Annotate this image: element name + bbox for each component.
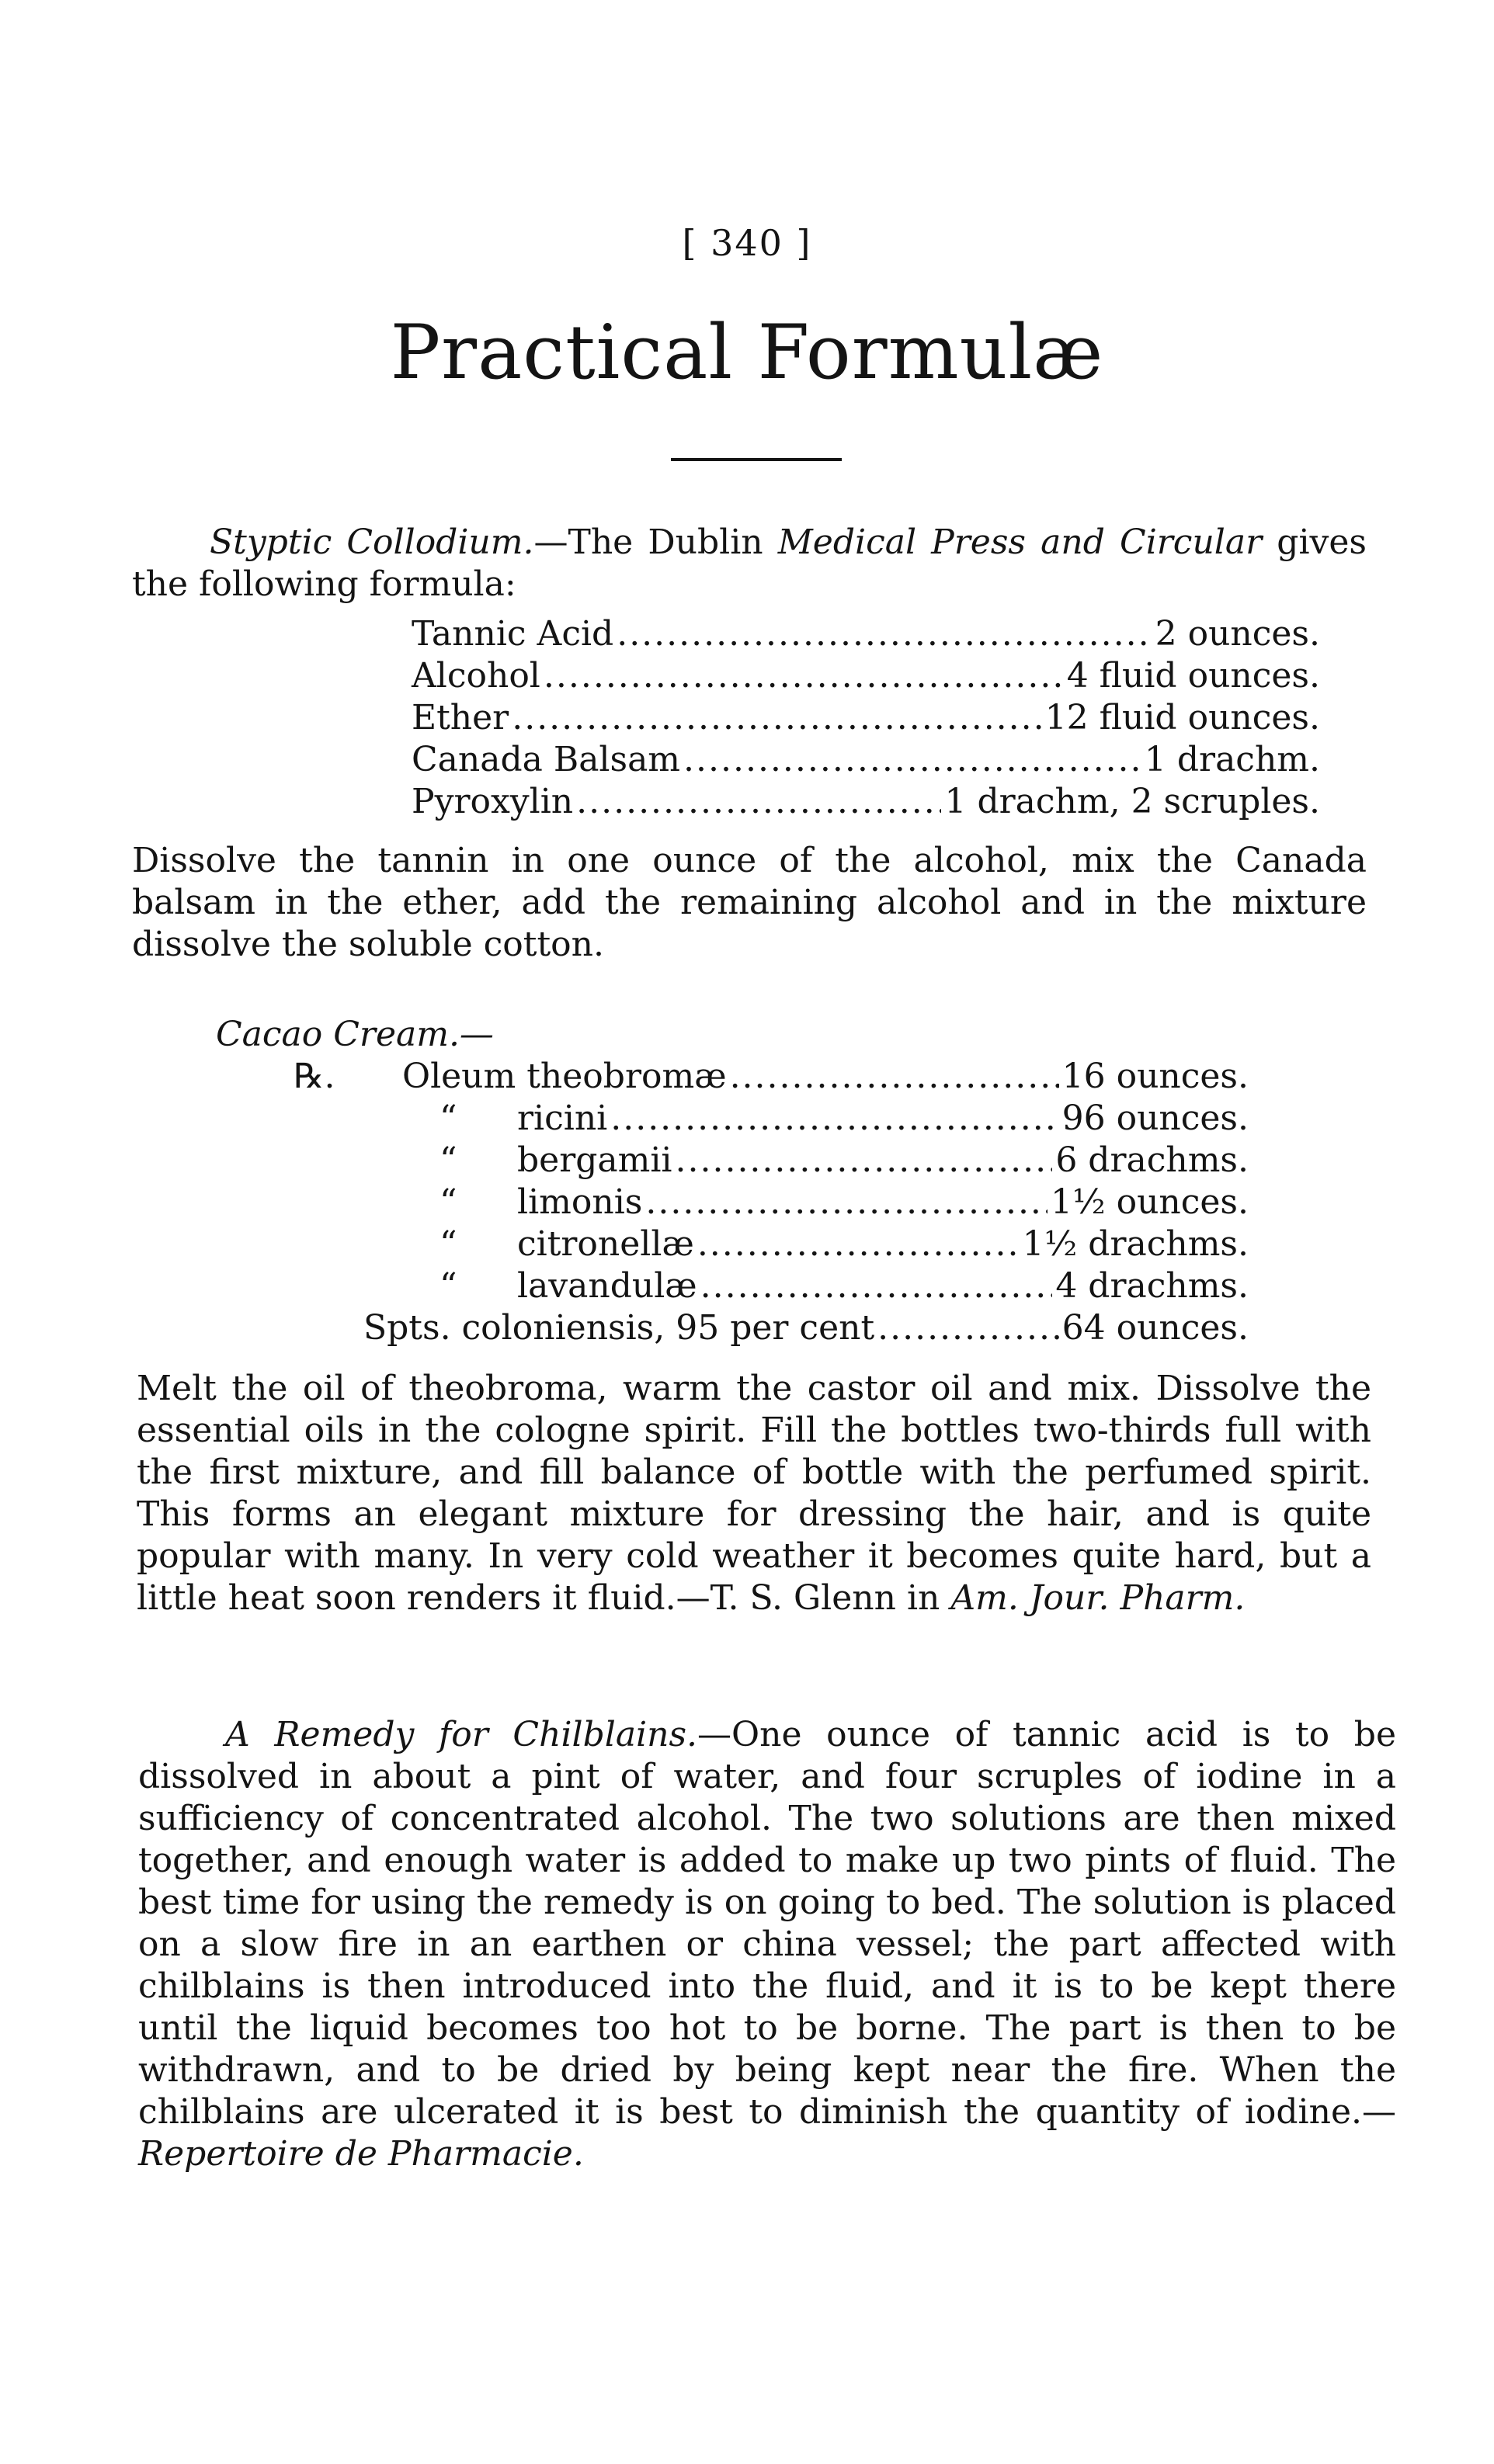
leader-dots [683, 739, 1141, 781]
leader-dots [730, 1056, 1059, 1098]
page-title: Practical Formulæ [390, 309, 1104, 396]
page-number: [ 340 ] [682, 222, 812, 264]
ingredient-quantity: 1 drachm, 2 scruples. [944, 782, 1320, 821]
leader-dots [512, 697, 1041, 739]
ingredient-name: ricini [517, 1098, 608, 1138]
formula-row [294, 1140, 1249, 1182]
styptic-intro-after: gives the following formula: [132, 522, 1367, 604]
styptic-formula-list [412, 613, 1320, 823]
cacao-instructions-text: Melt the oil of theobroma, warm the castor oil and mix. Dissolve the essential oils in the cologne spirit. Fill the bottles two-thirds full with the first mixture, and fill balance of bottle with the perfumed spirit. This forms an elegant mixture for dressing the hair, and is quite popular with many. In very cold weather it becomes quite hard, but a little heat soon renders it fluid.—T. S. Glenn in [137, 1369, 1371, 1618]
styptic-heading: Styptic Collodium. [210, 522, 534, 562]
leader-dots [610, 1098, 1058, 1140]
leader-dots [877, 1307, 1058, 1349]
cacao-source: Am. Jour. Pharm. [950, 1578, 1246, 1618]
ingredient-quantity: 2 ounces. [1155, 614, 1320, 654]
ingredient-quantity: 64 ounces. [1061, 1308, 1249, 1348]
ditto-mark: “ [440, 1266, 457, 1306]
ingredient-name: Tannic Acid [412, 614, 614, 654]
formula-row [294, 1056, 1249, 1098]
cacao-formula-list [294, 1056, 1249, 1349]
formula-row [412, 613, 1320, 655]
formula-row [294, 1182, 1249, 1223]
leader-dots [700, 1265, 1053, 1307]
cacao-heading: Cacao Cream.— [216, 1015, 494, 1054]
recipe-symbol: ℞. [294, 1057, 335, 1096]
leader-dots [676, 1140, 1053, 1182]
ingredient-name: Pyroxylin [412, 782, 574, 821]
ingredient-name: Alcohol [412, 656, 540, 696]
chilblains-text: —One ounce of tannic acid is to be dissolved in about a pint of water, and four scruples of iodine in a sufficiency of concentrated alcohol. The two solutions are then mixed together, and enough water is added to make up two pints of fluid. The best time for using the remedy is on going to bed. The solution is placed on a slow fire in an earthen or china vessel; the part affected with chilblains is then introduced into the fluid, and it is to be kept there until the liquid becomes too hot to be borne. The part is then to be withdrawn, and to be dried by being kept near the fire. When the chilblains are ulcerated it is best to diminish the quantity of iodine.— [138, 1715, 1396, 2132]
leader-dots [544, 655, 1064, 697]
chilblains-source: Repertoire de Pharmacie. [138, 2134, 584, 2174]
ditto-mark: “ [440, 1098, 457, 1138]
leader-dots [697, 1223, 1020, 1265]
ingredient-quantity: 6 drachms. [1055, 1140, 1249, 1180]
ditto-mark: “ [440, 1140, 457, 1180]
chilblains-paragraph [138, 1714, 1396, 2175]
ingredient-name: Canada Balsam [412, 740, 681, 779]
leader-dots [645, 1182, 1048, 1223]
styptic-intro-before: —The Dublin [533, 522, 778, 562]
ingredient-name: bergamii [517, 1140, 672, 1180]
formula-row [412, 781, 1320, 823]
formula-row [294, 1265, 1249, 1307]
formula-row [294, 1098, 1249, 1140]
styptic-intro [132, 522, 1367, 606]
ingredient-quantity: 4 fluid ounces. [1066, 656, 1320, 696]
formula-row [412, 697, 1320, 739]
ingredient-name: citronellæ [517, 1224, 694, 1264]
ingredient-quantity: 1½ drachms. [1022, 1224, 1249, 1264]
ingredient-quantity: 1 drachm. [1144, 740, 1320, 779]
chilblains-heading: A Remedy for Chilblains. [225, 1715, 698, 1754]
cacao-instructions [137, 1368, 1371, 1619]
formula-row [412, 655, 1320, 697]
ingredient-name: limonis [517, 1182, 643, 1222]
styptic-journal: Medical Press and Circular [777, 522, 1263, 562]
ingredient-name: Oleum theobromæ [402, 1057, 727, 1096]
leader-dots [617, 613, 1152, 655]
ingredient-name: lavandulæ [517, 1266, 697, 1306]
ingredient-name: Spts. coloniensis, 95 per cent [363, 1308, 875, 1348]
formula-row [294, 1307, 1249, 1349]
ingredient-quantity: 16 ounces. [1061, 1057, 1249, 1096]
ingredient-quantity: 4 drachms. [1055, 1266, 1249, 1306]
ingredient-name: Ether [412, 698, 509, 737]
ingredient-quantity: 12 fluid ounces. [1044, 698, 1320, 737]
ingredient-quantity: 96 ounces. [1061, 1098, 1249, 1138]
formula-row [294, 1223, 1249, 1265]
formula-row [412, 739, 1320, 781]
ditto-mark: “ [440, 1224, 457, 1264]
leader-dots [576, 781, 941, 823]
title-divider [671, 458, 842, 461]
ingredient-quantity: 1½ ounces. [1050, 1182, 1249, 1222]
styptic-instructions: Dissolve the tannin in one ounce of the alcohol, mix the Canada balsam in the ether, add the remaining alcohol and in the mixture dissolve the soluble cotton. [132, 841, 1367, 964]
ditto-mark: “ [440, 1182, 457, 1222]
